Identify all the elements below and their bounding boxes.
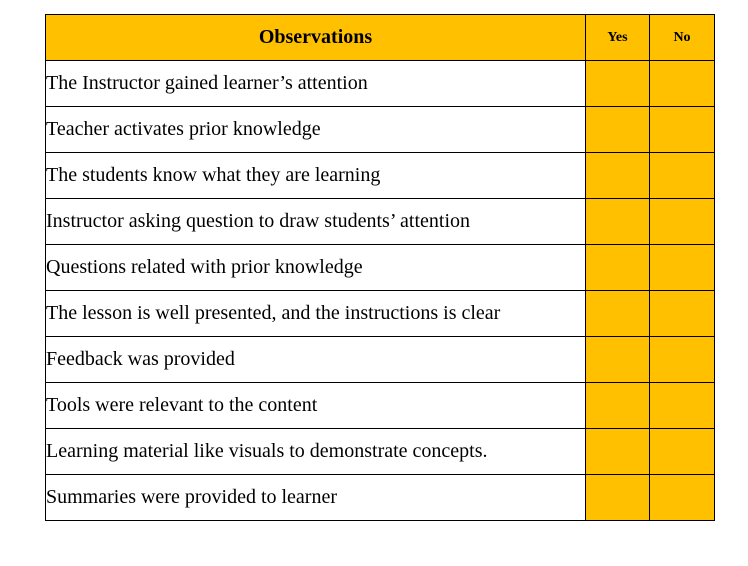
table-row: [46, 291, 715, 337]
table-row: [46, 61, 715, 107]
observation-text: Teacher activates prior knowledge: [46, 107, 586, 153]
no-checkbox-cell[interactable]: [650, 153, 715, 199]
no-checkbox-cell[interactable]: [650, 107, 715, 153]
yes-checkbox-cell[interactable]: [586, 383, 650, 429]
yes-checkbox-cell[interactable]: [586, 153, 650, 199]
yes-checkbox-cell[interactable]: [586, 337, 650, 383]
yes-checkbox-cell[interactable]: [586, 475, 650, 521]
observations-header: Observations: [46, 15, 586, 61]
table-row: [46, 107, 715, 153]
no-header: No: [650, 15, 715, 61]
no-checkbox-cell[interactable]: [650, 475, 715, 521]
yes-checkbox-cell[interactable]: [586, 61, 650, 107]
yes-header: Yes: [586, 15, 650, 61]
no-checkbox-cell[interactable]: [650, 291, 715, 337]
table-row: [46, 153, 715, 199]
table-row: [46, 475, 715, 521]
table-row: [46, 199, 715, 245]
no-checkbox-cell[interactable]: [650, 429, 715, 475]
observation-text: Questions related with prior knowledge: [46, 245, 586, 291]
observation-text: Instructor asking question to draw students’ attention: [46, 199, 586, 245]
observation-text: Summaries were provided to learner: [46, 475, 586, 521]
no-checkbox-cell[interactable]: [650, 383, 715, 429]
observation-checklist-table: [45, 14, 715, 521]
observation-text: The lesson is well presented, and the instructions is clear: [46, 291, 586, 337]
table-row: [46, 245, 715, 291]
yes-checkbox-cell[interactable]: [586, 245, 650, 291]
observation-text: The Instructor gained learner’s attention: [46, 61, 586, 107]
observation-text: The students know what they are learning: [46, 153, 586, 199]
table-header-row: [46, 15, 715, 61]
yes-checkbox-cell[interactable]: [586, 199, 650, 245]
no-checkbox-cell[interactable]: [650, 337, 715, 383]
observation-text: Feedback was provided: [46, 337, 586, 383]
no-checkbox-cell[interactable]: [650, 245, 715, 291]
observation-text: Tools were relevant to the content: [46, 383, 586, 429]
observation-text: Learning material like visuals to demonstrate concepts.: [46, 429, 586, 475]
no-checkbox-cell[interactable]: [650, 61, 715, 107]
table-row: [46, 383, 715, 429]
table-row: [46, 337, 715, 383]
no-checkbox-cell[interactable]: [650, 199, 715, 245]
table-row: [46, 429, 715, 475]
yes-checkbox-cell[interactable]: [586, 291, 650, 337]
yes-checkbox-cell[interactable]: [586, 107, 650, 153]
yes-checkbox-cell[interactable]: [586, 429, 650, 475]
